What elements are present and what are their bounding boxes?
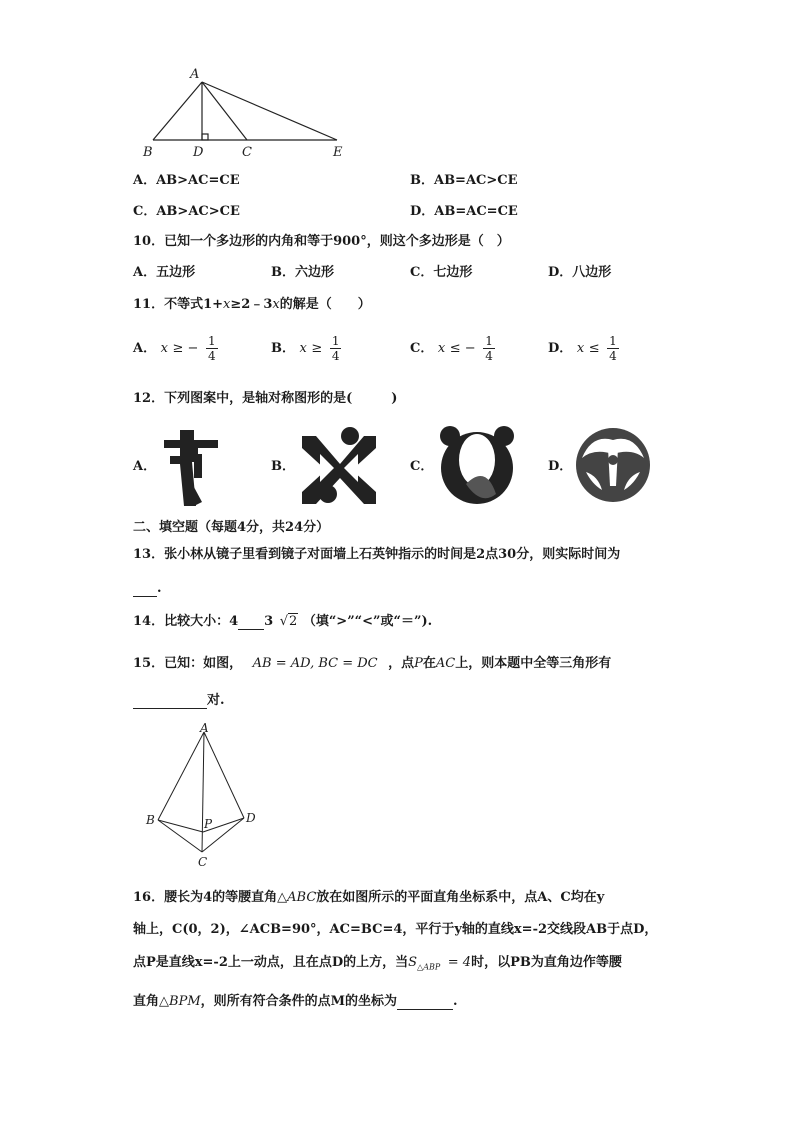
q10-option-c[interactable]: C．七边形: [410, 265, 473, 280]
q12-option-d-label[interactable]: D．: [548, 459, 573, 474]
q9-option-c[interactable]: C．AB>AC>CE: [133, 204, 240, 219]
label-a: A: [190, 67, 200, 82]
q16-line-2: 轴上，C(0，2)，∠ACB=90°，AC=BC=4，平行于y轴的直线x=-2交线段AB于点D，: [133, 922, 658, 937]
q10-option-b[interactable]: B．六边形: [271, 265, 334, 280]
label-d: D: [246, 811, 256, 825]
q10-option-d[interactable]: D．八边形: [548, 265, 612, 280]
section-title-fill-in: 二、填空题（每题4分，共24分）: [133, 520, 330, 535]
q16-line-4: 直角△BPM，则所有符合条件的点M的坐标为 .: [133, 994, 458, 1009]
pattern-c-image[interactable]: [436, 424, 518, 506]
q11-option-b[interactable]: B． x ≥ $\frac{1}{4}$: [271, 334, 340, 363]
label-b: B: [146, 813, 155, 827]
q10-stem: 10．已知一个多边形的内角和等于900°，则这个多边形是（ ）: [133, 234, 510, 249]
q13-stem: 13．张小林从镜子里看到镜子对面墙上石英钟指示的时间是2点30分，则实际时间为: [133, 547, 621, 562]
q11-option-a[interactable]: A． x ≥ − $\frac{1}{4}$: [133, 334, 216, 363]
label-b: B: [143, 145, 153, 160]
q12-stem: 12．下列图案中，是轴对称图形的是( ): [133, 391, 398, 406]
q16-answer-blank[interactable]: [397, 995, 453, 1010]
q15-answer-line: 对.: [133, 693, 225, 709]
q10-option-a[interactable]: A．五边形: [133, 265, 196, 280]
q11-option-c[interactable]: C． x ≤ − $\frac{1}{4}$: [410, 334, 493, 363]
label-d: D: [193, 145, 204, 160]
pattern-b-image[interactable]: [300, 424, 378, 506]
label-e: E: [333, 145, 343, 160]
q11-stem: 11．不等式1+x≥2﹣3x的解是（ ）: [133, 297, 371, 312]
triangle-figure-q9: [135, 62, 360, 162]
label-c: C: [198, 855, 208, 869]
q13-answer-line: .: [133, 581, 162, 597]
label-p: P: [204, 817, 213, 831]
label-c: C: [242, 145, 252, 160]
q15-stem: 15．已知：如图， AB = AD, BC = DC ，点P在AC上，则本题中全等三角形有: [133, 656, 612, 671]
q9-option-d[interactable]: D．AB=AC=CE: [410, 204, 518, 219]
label-a: A: [200, 722, 209, 735]
q12-option-b-label[interactable]: B．: [271, 459, 295, 474]
q9-option-a[interactable]: A．AB>AC=CE: [133, 173, 240, 188]
q12-option-c-label[interactable]: C．: [410, 459, 434, 474]
q16-line-1: 16．腰长为4的等腰直角△ABC放在如图所示的平面直角坐标系中，点A、C均在y: [133, 890, 605, 905]
pattern-a-image[interactable]: [158, 424, 230, 506]
q13-answer-blank[interactable]: [133, 582, 157, 597]
q14-stem: 14．比较大小：4 3 √2 （填“>”“<”或“＝”).: [133, 614, 433, 629]
q14-answer-blank[interactable]: [238, 615, 264, 630]
kite-figure-q15: [142, 722, 262, 870]
pattern-d-image[interactable]: [572, 424, 654, 506]
q16-line-3: 点P是直线x=-2上一动点，且在点D的上方，当$S_{\triangle ABP} = 4$时，以PB为直角边作等腰: [133, 955, 622, 972]
q15-answer-blank[interactable]: [133, 694, 207, 709]
q12-option-a-label[interactable]: A．: [133, 459, 157, 474]
q11-option-d[interactable]: D． x ≤ $\frac{1}{4}$: [548, 334, 617, 363]
q9-option-b[interactable]: B．AB=AC>CE: [410, 173, 518, 188]
